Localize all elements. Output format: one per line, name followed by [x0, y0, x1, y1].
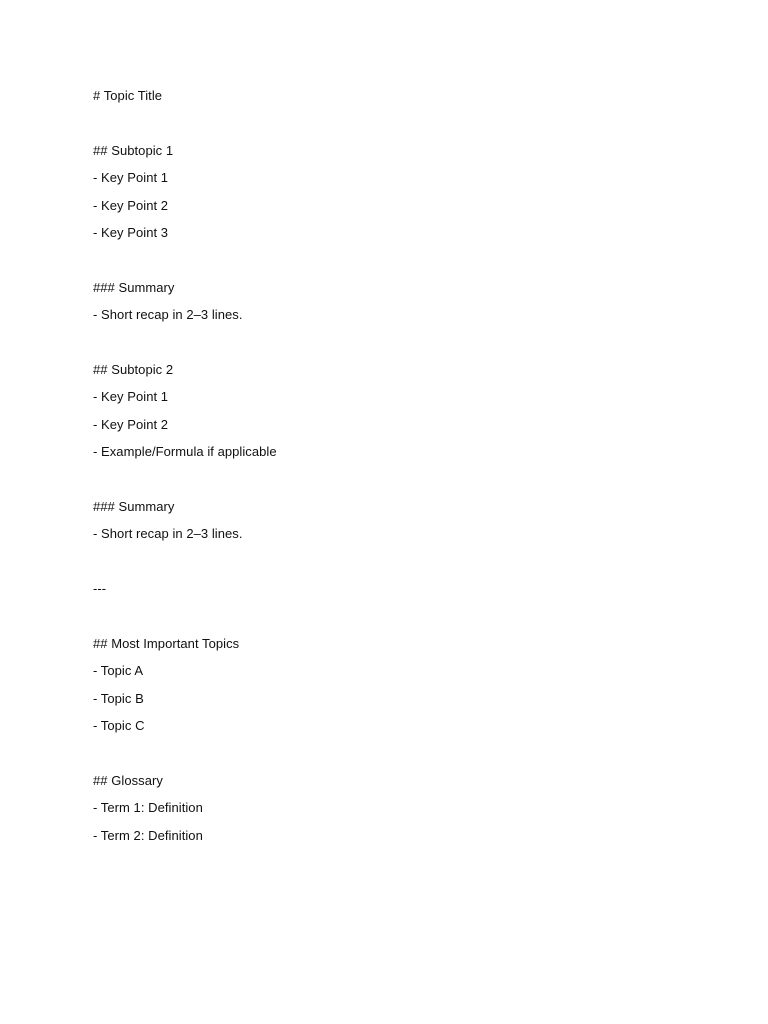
list-item: - Example/Formula if applicable: [93, 444, 277, 460]
glossary-heading: ## Glossary: [93, 772, 163, 788]
list-item: - Key Point 2: [93, 197, 169, 213]
list-item: - Key Point 3: [93, 224, 169, 240]
list-item: - Topic C: [93, 717, 145, 733]
blank-line: [93, 552, 693, 579]
topic-title-line: # Topic Title: [93, 88, 163, 103]
list-item: - Short recap in 2–3 lines.: [93, 307, 243, 323]
subtopic-1-heading: ## Subtopic 1: [93, 142, 174, 158]
list-item: - Term 2: Definition: [93, 827, 203, 843]
list-item: - Short recap in 2–3 lines.: [93, 526, 243, 542]
blank-line: [93, 743, 693, 770]
summary-heading: ### Summary: [93, 279, 175, 295]
subtopic-2-heading: ## Subtopic 2: [93, 361, 174, 377]
blank-line: [93, 333, 693, 360]
horizontal-rule-marker: ---: [93, 581, 107, 597]
blank-line: [93, 113, 693, 140]
list-item: - Key Point 2: [93, 416, 169, 432]
list-item: - Topic B: [93, 690, 144, 706]
blank-line: [93, 606, 693, 633]
blank-line: [93, 250, 693, 277]
list-item: - Key Point 1: [93, 389, 169, 405]
list-item: - Term 1: Definition: [93, 800, 203, 816]
blank-line: [93, 469, 693, 496]
most-important-topics-heading: ## Most Important Topics: [93, 635, 240, 651]
list-item: - Key Point 1: [93, 170, 169, 186]
summary-heading: ### Summary: [93, 498, 175, 514]
document-body: [93, 86, 693, 853]
list-item: - Topic A: [93, 663, 144, 679]
